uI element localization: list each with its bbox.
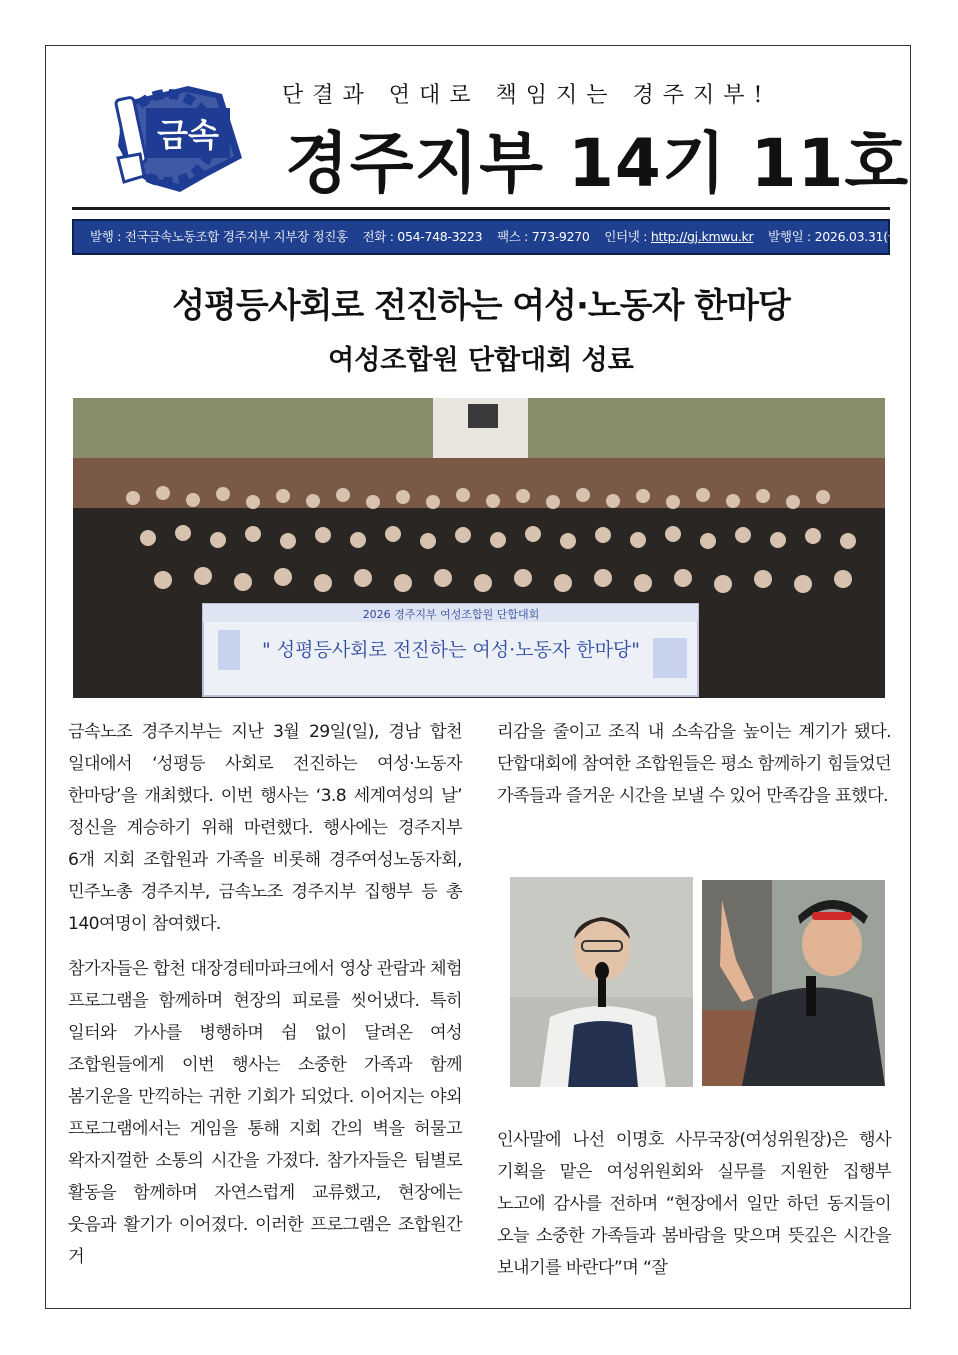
masthead-title: 경주지부 14기 11호: [285, 125, 910, 202]
publication-info-bar: [72, 219, 905, 255]
website-link[interactable]: http://gj.kmwu.kr: [650, 229, 754, 244]
article-body-left: [68, 716, 462, 1286]
banner-main-text: " 성평등사회로 전진하는 여성·노동자 한마당": [261, 639, 641, 661]
group-photo: [73, 398, 885, 698]
issue-date: 발행일 : 2026.03.31(금): [768, 229, 905, 244]
fax-info: 팩스 : 773-9270: [496, 229, 590, 244]
speaker-photo: [702, 880, 885, 1086]
union-logo: [110, 80, 250, 198]
article-headline: 성평등사회로 전진하는 여성·노동자 한마당: [172, 286, 790, 326]
speaker-photo: [510, 877, 693, 1087]
paragraph: 리감을 줄이고 조직 내 소속감을 높이는 계기가 됐다. 단합대회에 참여한 조합원들은 평소 함께하기 힘들었던 가족들과 즐거운 시간을 보낼 수 있어 만족감을 표했다.: [497, 722, 891, 806]
internet-label: 인터넷 :: [604, 229, 651, 244]
publisher-info: 발행 : 전국금속노동조합 경주지부 지부장 정진홍: [90, 229, 348, 244]
phone-info: 전화 : 054-748-3223: [362, 229, 483, 244]
banner-top-text: 2026 경주지부 여성조합원 단합대회: [362, 608, 540, 621]
paragraph: 참가자들은 합천 대장경테마파크에서 영상 관람과 체험 프로그램을 함께하며 현장의 피로를 씻어냈다. 특히 일터와 가사를 병행하며 쉼 없이 달려온 여성 조합원들에게 이번 행사는 소중한 가족과 함께 봄기운을 만끽하는 귀한 기회가 되었다. 이어지는 야외 프로그램에서는 게임을 통해 지회 간의 벽을 허물고 왁자지껄한 소통의 시간을 가졌다. 참가자들은 팀별로 활동을 함께하며 자연스럽게 교류했고, 현장에는 웃음과 활기가 이어졌다. 이러한 프로그램은 조합원간 거: [68, 959, 462, 1267]
article-subheadline: 여성조합원 단합대회 성료: [328, 345, 634, 376]
article-body-right-top: [497, 716, 891, 812]
paragraph: 금속노조 경주지부는 지난 3월 29일(일), 경남 합천 일대에서 ‘성평등 사회로 전진하는 여성·노동자 한마당’을 개최했다. 이번 행사는 ‘3.8 세계여성의 날’ 정신을 계승하기 위해 마련했다. 행사에는 경주지부 6개 지회 조합원과 가족을 비롯해 경주여성노동자회, 민주노총 경주지부, 금속노조 경주지부 집행부 등 총 140여명이 참여했다.: [68, 722, 462, 934]
paragraph: 인사말에 나선 이명호 사무국장(여성위원장)은 행사 기획을 맡은 여성위원회와 실무를 지원한 집행부 노고에 감사를 전하며 “현장에서 일만 하던 동지들이 오늘 소중한 가족들과 봄바람을 맞으며 뜻깊은 시간을 보내기를 바란다”며 “잘: [497, 1130, 891, 1278]
slogan: 단결과 연대로 책임지는 경주지부!: [282, 83, 772, 108]
masthead-rule: [72, 207, 890, 210]
article-body-right-bottom: [497, 1124, 891, 1284]
logo-text: 금속: [157, 116, 219, 154]
